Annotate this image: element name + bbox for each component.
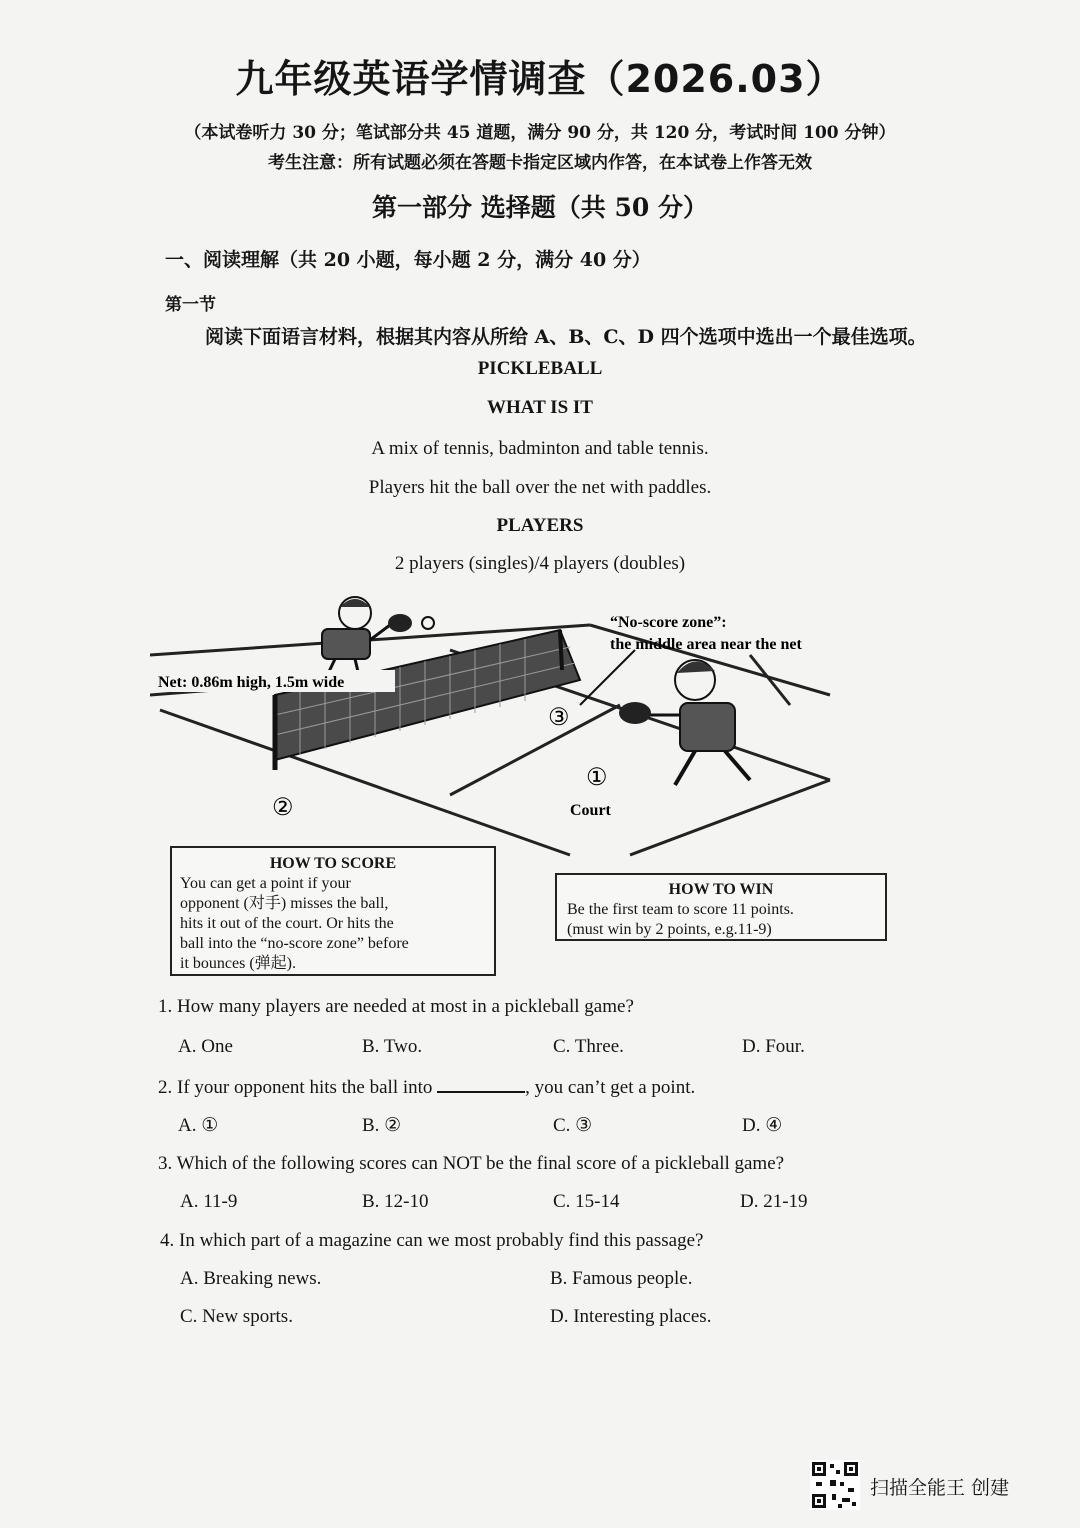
marker-2: ②	[272, 795, 294, 821]
q4-option-a[interactable]: A. Breaking news.	[180, 1268, 322, 1289]
q2-stem-before: 2. If your opponent hits the ball into	[158, 1077, 433, 1098]
q1-option-c[interactable]: C. Three.	[553, 1036, 624, 1057]
q3-option-d[interactable]: D. 21-19	[740, 1191, 808, 1212]
q3-option-a[interactable]: A. 11-9	[180, 1191, 238, 1212]
q4-option-d[interactable]: D. Interesting places.	[550, 1306, 712, 1327]
score-line: it bounces (弹起).	[180, 955, 296, 972]
exam-warning-note: 考生注意：所有试题必须在答题卡指定区域内作答，在本试卷上作答无效	[268, 153, 812, 173]
question-4-stem: 4. In which part of a magazine can we most probably find this passage?	[160, 1230, 704, 1251]
win-line: (must win by 2 points, e.g.11-9)	[567, 921, 772, 938]
qr-code-icon	[810, 1460, 860, 1510]
how-to-score-box	[170, 846, 496, 976]
zone-label-2: the middle area near the net	[610, 636, 802, 653]
subsection-title: 第一节	[165, 295, 216, 315]
question-2-stem	[158, 1075, 695, 1099]
zone-label-1: “No-score zone”:	[610, 614, 727, 631]
court-label: Court	[570, 802, 611, 819]
score-box-title: HOW TO SCORE	[269, 855, 397, 872]
score-line: You can get a point if your	[180, 875, 351, 892]
q2-option-a[interactable]: A. ①	[178, 1115, 219, 1136]
what-heading: WHAT IS IT	[487, 397, 593, 418]
q4-option-b[interactable]: B. Famous people.	[550, 1268, 693, 1289]
exam-info-note: （本试卷听力 30 分；笔试部分共 45 道题，满分 90 分，共 120 分，考试时间 100 分钟）	[184, 123, 896, 143]
q3-option-c[interactable]: C. 15-14	[553, 1191, 620, 1212]
q2-stem-after: , you can’t get a point.	[525, 1077, 696, 1098]
passage-title: PICKLEBALL	[477, 358, 603, 379]
question-3-stem: 3. Which of the following scores can NOT be the final score of a pickleball game?	[158, 1153, 785, 1174]
q2-option-d[interactable]: D. ④	[742, 1115, 783, 1136]
score-line: hits it out of the court. Or hits the	[180, 915, 394, 932]
how-to-win-box	[555, 873, 887, 941]
players-line: 2 players (singles)/4 players (doubles)	[394, 553, 686, 574]
q2-answer-blank[interactable]	[437, 1075, 525, 1093]
section-title: 一、阅读理解（共 20 小题，每小题 2 分，满分 40 分）	[165, 249, 651, 271]
court-illustration	[150, 585, 850, 870]
win-line: Be the first team to score 11 points.	[567, 901, 794, 918]
near-player	[619, 660, 750, 785]
q1-option-b[interactable]: B. Two.	[362, 1036, 423, 1057]
players-heading: PLAYERS	[496, 515, 584, 536]
q1-option-d[interactable]: D. Four.	[742, 1036, 805, 1057]
q4-option-c[interactable]: C. New sports.	[180, 1306, 293, 1327]
q2-option-c[interactable]: C. ③	[553, 1115, 593, 1136]
marker-1: ①	[586, 765, 608, 791]
what-line-1: A mix of tennis, badminton and table tennis.	[371, 438, 709, 459]
win-box-title: HOW TO WIN	[668, 881, 774, 898]
score-line: opponent (对手) misses the ball,	[180, 895, 389, 912]
q3-option-b[interactable]: B. 12-10	[362, 1191, 429, 1212]
net-label: Net: 0.86m high, 1.5m wide	[158, 674, 345, 691]
what-line-2: Players hit the ball over the net with paddles.	[368, 477, 712, 498]
exam-title: 九年级英语学情调查（2026.03）	[235, 57, 845, 101]
question-1-stem: 1. How many players are needed at most in a pickleball game?	[158, 996, 634, 1017]
section-instruction: 阅读下面语言材料，根据其内容从所给 A、B、C、D 四个选项中选出一个最佳选项。	[205, 326, 927, 348]
q2-option-b[interactable]: B. ②	[362, 1115, 402, 1136]
score-line: ball into the “no-score zone” before	[180, 935, 409, 952]
marker-3: ③	[548, 705, 570, 731]
q1-option-a[interactable]: A. One	[178, 1036, 233, 1057]
part-title: 第一部分 选择题（共 50 分）	[372, 193, 708, 222]
scanner-watermark: 扫描全能王 创建	[870, 1477, 1010, 1499]
zone-pointer	[580, 650, 635, 705]
